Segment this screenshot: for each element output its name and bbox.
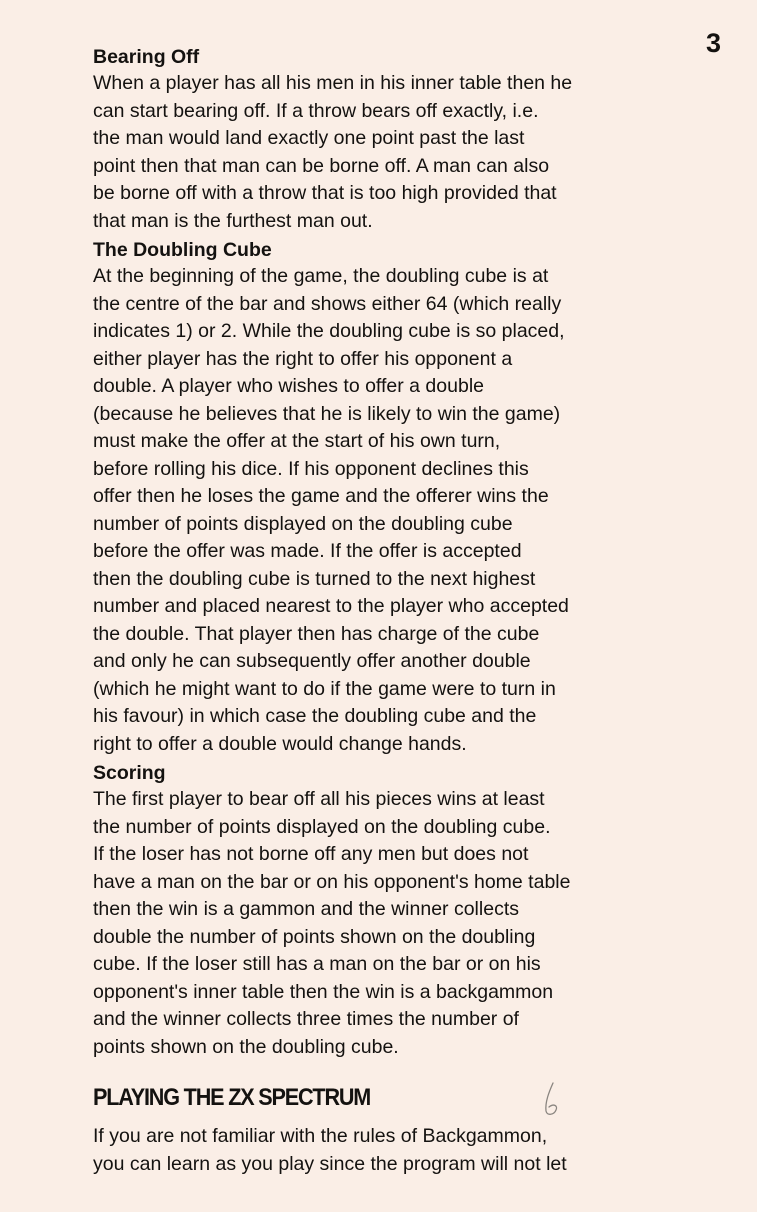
text-line: you can learn as you play since the program will not let <box>93 1152 567 1175</box>
text-line: offer then he loses the game and the offerer wins the <box>93 485 549 507</box>
text-line: When a player has all his men in his inner table then he <box>93 72 573 94</box>
text-line: cube. If the loser still has a man on the bar or on his <box>93 953 541 975</box>
text-line: double the number of points shown on the doubling <box>93 925 536 948</box>
chapter-heading: PLAYING THE ZX SPECTRUM <box>93 1084 371 1111</box>
text-line: points shown on the doubling cube. <box>93 1035 399 1058</box>
section-heading: Scoring <box>93 762 166 784</box>
text-line: his favour) in which case the doubling cube and the <box>93 705 537 727</box>
text-line: can start bearing off. If a throw bears off exactly, i.e. <box>93 99 539 122</box>
text-line: have a man on the bar or on his opponent's home table <box>93 870 571 893</box>
text-line: If the loser has not borne off any men but does not <box>93 843 529 865</box>
text-line: opponent's inner table then the win is a backgammon <box>93 980 554 1003</box>
text-line: point then that man can be borne off. A man can also <box>93 154 550 177</box>
text-line: then the doubling cube is turned to the next highest <box>93 567 536 590</box>
text-line: then the win is a gammon and the winner collects <box>93 898 519 920</box>
text-line: the centre of the bar and shows either 64 (which really <box>93 292 562 315</box>
section-scoring <box>93 760 733 1061</box>
chapter-playing-zx-spectrum <box>93 1083 733 1178</box>
text-line: double. A player who wishes to offer a double <box>93 375 484 397</box>
text-line: At the beginning of the game, the doubling cube is at <box>93 265 549 287</box>
text-line: and only he can subsequently offer another double <box>93 650 531 672</box>
text-line: right to offer a double would change hands. <box>93 732 467 755</box>
text-line: either player has the right to offer his opponent a <box>93 347 513 370</box>
text-line: that man is the furthest man out. <box>93 209 373 232</box>
section-doubling-cube <box>93 237 733 758</box>
text-line: be borne off with a throw that is too high provided that <box>93 182 557 204</box>
text-line: must make the offer at the start of his own turn, <box>93 430 501 452</box>
text-line: number of points displayed on the doubling cube <box>93 512 513 535</box>
text-line: indicates 1) or 2. While the doubling cube is so placed, <box>93 320 565 342</box>
text-line: the number of points displayed on the doubling cube. <box>93 815 551 838</box>
text-line: and the winner collects three times the number of <box>93 1008 519 1030</box>
text-line: If you are not familiar with the rules of Backgammon, <box>93 1125 548 1147</box>
text-line: before the offer was made. If the offer is accepted <box>93 540 522 562</box>
text-line: the double. That player then has charge of the cube <box>93 622 540 645</box>
section-heading: The Doubling Cube <box>93 239 272 261</box>
text-line: the man would land exactly one point past the last <box>93 127 525 149</box>
section-bearing-off <box>93 44 733 235</box>
text-line: The first player to bear off all his pieces wins at least <box>93 788 545 810</box>
pencil-mark-icon <box>537 1080 565 1118</box>
page-content <box>93 44 733 1178</box>
text-line: number and placed nearest to the player who accepted <box>93 595 569 617</box>
text-line: (which he might want to do if the game were to turn in <box>93 677 556 700</box>
section-heading: Bearing Off <box>93 46 200 68</box>
page-number: 3 <box>705 28 721 58</box>
text-line: (because he believes that he is likely to win the game) <box>93 402 561 425</box>
text-line: before rolling his dice. If his opponent declines this <box>93 457 529 480</box>
